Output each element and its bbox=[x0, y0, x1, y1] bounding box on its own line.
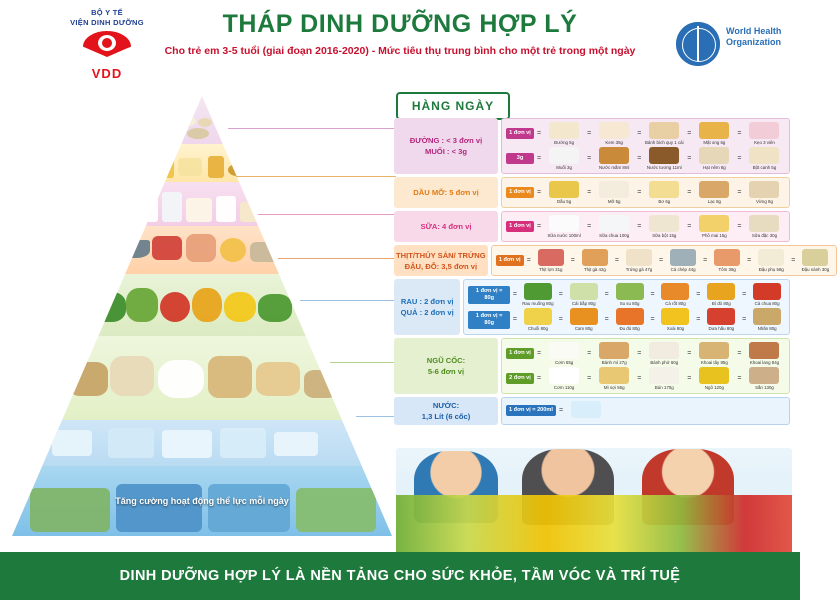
food-item bbox=[594, 181, 634, 204]
row-label-line2: 1,3 Lít (6 cốc) bbox=[421, 412, 471, 421]
food-caption: Dưa hấu 80g bbox=[708, 326, 735, 331]
food-item bbox=[612, 308, 648, 331]
row-grain bbox=[394, 338, 790, 394]
food-caption: Nước mắm 8ml bbox=[598, 165, 630, 170]
sugar-spoon-icon bbox=[549, 122, 579, 139]
chayote-icon bbox=[616, 283, 644, 300]
food-group-rows bbox=[394, 118, 830, 428]
equals-sign: = bbox=[747, 257, 752, 264]
equals-sign: = bbox=[587, 223, 592, 230]
pyramid-band-grain bbox=[12, 336, 392, 420]
unit-badge-water: 1 đơn vị = 200ml bbox=[506, 405, 556, 416]
pyramid-band-vegetable-fruit bbox=[12, 274, 392, 336]
food-item bbox=[644, 181, 684, 204]
leader-line-sugar bbox=[228, 128, 396, 129]
chicken-icon bbox=[582, 249, 608, 266]
equals-sign: = bbox=[742, 291, 747, 298]
equals-sign: = bbox=[737, 155, 742, 162]
subrow-grain-1 bbox=[506, 342, 785, 365]
food-item bbox=[594, 122, 634, 145]
row-water bbox=[394, 397, 790, 425]
equals-sign: = bbox=[512, 291, 518, 298]
food-item bbox=[658, 283, 694, 306]
food-item bbox=[644, 147, 684, 170]
food-caption: Cam 80g bbox=[574, 326, 593, 331]
ice-cream-icon bbox=[599, 122, 629, 139]
food-item bbox=[534, 249, 568, 272]
food-item bbox=[744, 181, 784, 204]
food-item bbox=[694, 367, 734, 390]
food-caption: Đu đủ 80g bbox=[619, 326, 640, 331]
food-caption: Bơ 6g bbox=[658, 199, 671, 204]
row-label-protein bbox=[394, 245, 488, 276]
oil-bottle-icon bbox=[549, 181, 579, 198]
ministry-logo bbox=[52, 8, 162, 81]
food-item bbox=[544, 215, 584, 238]
leader-line-veg bbox=[300, 300, 396, 301]
food-item bbox=[594, 367, 634, 390]
food-caption: Ngô 120g bbox=[704, 385, 724, 390]
row-body-oil-fat bbox=[501, 177, 790, 208]
equals-sign: = bbox=[587, 350, 592, 357]
equals-sign: = bbox=[737, 350, 742, 357]
broth-powder-icon bbox=[749, 147, 779, 164]
food-item bbox=[544, 342, 584, 365]
food-item bbox=[694, 122, 734, 145]
food-item bbox=[520, 283, 556, 306]
children-photo-strip bbox=[396, 448, 792, 553]
equals-sign: = bbox=[512, 316, 518, 323]
food-caption: Cải bắp 80g bbox=[571, 301, 596, 306]
food-caption: Thịt gà 42g bbox=[583, 267, 606, 272]
row-label-vegetable-fruit bbox=[394, 279, 460, 335]
food-item bbox=[544, 367, 584, 390]
cabbage-icon bbox=[570, 283, 598, 300]
food-item bbox=[544, 122, 584, 145]
vermicelli-icon bbox=[649, 367, 679, 384]
who-label bbox=[726, 26, 781, 48]
food-caption: Mì sợi 55g bbox=[603, 385, 625, 390]
unit-badge-milk: 1 đơn vị bbox=[506, 221, 534, 232]
food-caption: Đường 5g bbox=[554, 140, 575, 145]
subrow-grain-2 bbox=[506, 367, 785, 390]
food-caption: Bí đỏ 80g bbox=[711, 301, 731, 306]
equals-sign: = bbox=[558, 406, 564, 414]
food-item bbox=[544, 181, 584, 204]
biscuit-icon bbox=[649, 122, 679, 139]
equals-sign: = bbox=[637, 223, 642, 230]
food-item bbox=[544, 147, 584, 170]
equals-sign: = bbox=[737, 189, 742, 196]
leader-line-milk bbox=[258, 214, 396, 215]
fruit-vegetable-band bbox=[396, 495, 792, 553]
subrow-milk bbox=[506, 215, 785, 238]
noodle-icon bbox=[599, 367, 629, 384]
food-caption: Khoai lang 84g bbox=[749, 360, 780, 365]
food-caption: Bánh bích quy 1 cái bbox=[644, 140, 684, 145]
food-caption: Bánh mì 27g bbox=[601, 360, 627, 365]
yogurt-icon bbox=[599, 215, 629, 232]
food-item bbox=[744, 367, 784, 390]
who-line-1: World Health bbox=[726, 26, 782, 36]
food-item bbox=[566, 283, 602, 306]
unit-badge-fat: 1 đơn vị bbox=[506, 187, 534, 198]
leader-line-grain bbox=[330, 362, 396, 363]
food-item bbox=[744, 215, 784, 238]
papaya-icon bbox=[616, 308, 644, 325]
pumpkin-icon bbox=[707, 283, 735, 300]
vdd-emblem-icon bbox=[83, 31, 131, 65]
food-item bbox=[694, 342, 734, 365]
row-label-grain bbox=[394, 338, 498, 394]
banana-icon bbox=[524, 308, 552, 325]
water-glass-icon bbox=[571, 401, 601, 418]
butter-icon bbox=[649, 181, 679, 198]
food-item bbox=[594, 342, 634, 365]
food-caption: Muối 3g bbox=[556, 165, 572, 170]
equals-sign: = bbox=[637, 130, 642, 137]
food-caption: Nước tương 11ml bbox=[646, 165, 682, 170]
equals-sign: = bbox=[537, 130, 542, 137]
row-sugar-salt bbox=[394, 118, 790, 174]
row-label-line2: ĐẬU, ĐỖ: 3,5 đơn vị bbox=[404, 261, 478, 271]
row-body-grain bbox=[501, 338, 790, 394]
food-caption: Cơm 110g bbox=[553, 385, 575, 390]
pyramid-caption: Tăng cường hoạt động thể lực mỗi ngày bbox=[115, 496, 289, 506]
equals-sign: = bbox=[650, 291, 655, 298]
equals-sign: = bbox=[558, 291, 563, 298]
food-item bbox=[694, 215, 734, 238]
soybean-icon bbox=[802, 249, 828, 266]
food-item bbox=[594, 215, 634, 238]
row-oil-fat bbox=[394, 177, 790, 208]
ministry-line-1: BỘ Y TẾ bbox=[91, 8, 123, 17]
food-caption: Sữa chua 100g bbox=[599, 233, 630, 238]
food-caption: Sữa đặc 30g bbox=[751, 233, 778, 238]
food-item bbox=[694, 181, 734, 204]
row-label-line1: NGŨ CỐC: bbox=[426, 356, 466, 365]
equals-sign: = bbox=[587, 130, 592, 137]
food-item bbox=[644, 122, 684, 145]
row-label-oil-fat bbox=[394, 177, 498, 208]
pho-noodle-icon bbox=[649, 342, 679, 359]
food-caption: Sữa nước 100ml bbox=[547, 233, 581, 238]
equals-sign: = bbox=[637, 155, 642, 162]
food-caption: Kem 35g bbox=[605, 140, 623, 145]
unit-badge-fruit: 1 đơn vị = 80g bbox=[468, 311, 509, 329]
pyramid-band-protein bbox=[12, 226, 392, 274]
food-item bbox=[749, 283, 785, 306]
unit-badge-sugar: 1 đơn vị bbox=[506, 128, 534, 139]
equals-sign: = bbox=[526, 257, 531, 264]
lard-icon bbox=[599, 181, 629, 198]
condensed-milk-icon bbox=[749, 215, 779, 232]
food-item bbox=[744, 122, 784, 145]
row-label-line2: 5-6 đơn vị bbox=[427, 367, 465, 376]
page-title: THÁP DINH DƯỠNG HỢP LÝ bbox=[222, 10, 578, 38]
equals-sign: = bbox=[737, 223, 742, 230]
unit-badge-grain-2: 2 đơn vị bbox=[506, 373, 534, 384]
food-caption: Bánh phở 60g bbox=[650, 360, 679, 365]
food-item bbox=[749, 308, 785, 331]
subrow-fat bbox=[506, 181, 785, 204]
sweet-potato-icon bbox=[749, 342, 779, 359]
watermelon-icon bbox=[707, 308, 735, 325]
equals-sign: = bbox=[537, 189, 542, 196]
cheese-icon bbox=[699, 215, 729, 232]
food-caption: Tôm 38g bbox=[718, 267, 736, 272]
food-item bbox=[612, 283, 648, 306]
equals-sign: = bbox=[637, 350, 642, 357]
peanut-icon bbox=[699, 181, 729, 198]
food-caption: Thịt lợn 31g bbox=[539, 267, 563, 272]
water-spinach-icon bbox=[524, 283, 552, 300]
row-body-water bbox=[501, 397, 790, 425]
equals-sign: = bbox=[537, 350, 542, 357]
food-item bbox=[754, 249, 788, 272]
pyramid-band-sugar-salt bbox=[12, 96, 392, 144]
salt-icon bbox=[549, 147, 579, 164]
equals-sign: = bbox=[587, 155, 592, 162]
milk-powder-icon bbox=[649, 215, 679, 232]
unit-badge-vegetable: 1 đơn vị = 80g bbox=[468, 286, 509, 304]
equals-sign: = bbox=[687, 223, 692, 230]
food-caption: Rau muống 80g bbox=[522, 301, 554, 306]
row-body-vegetable-fruit bbox=[463, 279, 790, 335]
honey-icon bbox=[699, 122, 729, 139]
food-item bbox=[644, 367, 684, 390]
row-label-milk bbox=[394, 211, 498, 242]
food-caption: Hạt nêm 8g bbox=[703, 165, 726, 170]
unit-badge-salt: 3g bbox=[506, 153, 534, 164]
equals-sign: = bbox=[587, 375, 592, 382]
row-body-sugar-salt bbox=[501, 118, 790, 174]
food-item bbox=[644, 215, 684, 238]
equals-sign: = bbox=[587, 189, 592, 196]
equals-sign: = bbox=[737, 130, 742, 137]
equals-sign: = bbox=[637, 375, 642, 382]
fish-sauce-icon bbox=[599, 147, 629, 164]
potato-icon bbox=[699, 342, 729, 359]
page-subtitle: Cho trẻ em 3-5 tuổi (giai đoạn 2016-2020) - Mức tiêu thụ trung bình cho một trẻ trong một ngày bbox=[164, 45, 636, 57]
equals-sign: = bbox=[558, 316, 563, 323]
equals-sign: = bbox=[791, 257, 796, 264]
equals-sign: = bbox=[637, 189, 642, 196]
food-item bbox=[520, 308, 556, 331]
food-caption: Xoài 80g bbox=[666, 326, 685, 331]
cassava-icon bbox=[749, 367, 779, 384]
equals-sign: = bbox=[537, 155, 542, 162]
food-caption: Cà rốt 80g bbox=[665, 301, 686, 306]
subrow-sugar bbox=[506, 122, 785, 145]
food-caption: Phô mai 15g bbox=[702, 233, 727, 238]
row-label-line1: RAU : 2 đơn vị bbox=[400, 297, 454, 306]
food-item bbox=[578, 249, 612, 272]
equals-sign: = bbox=[696, 316, 701, 323]
equals-sign: = bbox=[696, 291, 701, 298]
row-label-line1: SỮA: 4 đơn vị bbox=[420, 222, 472, 231]
pork-icon bbox=[538, 249, 564, 266]
food-caption: Bún 170g bbox=[654, 385, 674, 390]
food-item bbox=[644, 342, 684, 365]
equals-sign: = bbox=[658, 257, 664, 264]
food-item bbox=[798, 249, 832, 272]
tomato-icon bbox=[753, 283, 781, 300]
longan-icon bbox=[753, 308, 781, 325]
row-milk bbox=[394, 211, 790, 242]
food-item bbox=[622, 249, 656, 272]
equals-sign: = bbox=[687, 189, 692, 196]
food-item bbox=[710, 249, 744, 272]
milk-glass-icon bbox=[549, 215, 579, 232]
soy-sauce-icon bbox=[649, 147, 679, 164]
mango-icon bbox=[661, 308, 689, 325]
unit-badge-protein: 1 đơn vị bbox=[496, 255, 524, 266]
equals-sign: = bbox=[703, 257, 708, 264]
equals-sign: = bbox=[742, 316, 747, 323]
equals-sign: = bbox=[614, 257, 619, 264]
row-label-line1: ĐƯỜNG : < 3 đơn vị bbox=[409, 136, 483, 145]
food-caption: Nhãn 80g bbox=[757, 326, 777, 331]
food-caption: Dầu 5g bbox=[557, 199, 572, 204]
sesame-icon bbox=[749, 181, 779, 198]
equals-sign: = bbox=[687, 375, 692, 382]
equals-sign: = bbox=[737, 375, 742, 382]
candy-icon bbox=[749, 122, 779, 139]
food-caption: Khoai tây 85g bbox=[700, 360, 728, 365]
bread-icon bbox=[599, 342, 629, 359]
food-caption: Mỡ 5g bbox=[607, 199, 621, 204]
row-protein bbox=[394, 245, 830, 276]
row-body-protein bbox=[491, 245, 837, 276]
ministry-line-2: VIỆN DINH DƯỠNG bbox=[70, 18, 144, 27]
food-caption: Mật ong 6g bbox=[703, 140, 726, 145]
row-label-line2: MUỐI : < 3g bbox=[425, 147, 467, 156]
food-item bbox=[658, 308, 694, 331]
food-caption: Trứng gà 47g bbox=[625, 267, 653, 272]
subrow-water bbox=[506, 401, 785, 419]
rice-bowl-icon bbox=[549, 342, 579, 359]
equals-sign: = bbox=[650, 316, 655, 323]
food-pyramid bbox=[12, 96, 392, 536]
food-item bbox=[666, 249, 700, 272]
equals-sign: = bbox=[604, 291, 609, 298]
subrow-vegetable bbox=[468, 283, 785, 306]
subrow-salt bbox=[506, 147, 785, 170]
food-item bbox=[566, 401, 606, 419]
row-label-line1: DẦU MỠ: 5 đơn vị bbox=[413, 188, 479, 197]
unit-badge-grain-1: 1 đơn vị bbox=[506, 348, 534, 359]
equals-sign: = bbox=[604, 316, 609, 323]
subrow-fruit bbox=[468, 308, 785, 331]
food-item bbox=[744, 147, 784, 170]
pyramid-shape bbox=[12, 96, 392, 536]
daily-badge bbox=[396, 92, 510, 120]
footer-banner bbox=[0, 552, 800, 600]
pyramid-band-milk bbox=[12, 182, 392, 226]
food-item bbox=[703, 308, 739, 331]
tofu-icon bbox=[758, 249, 784, 266]
carrot-icon bbox=[661, 283, 689, 300]
equals-sign: = bbox=[570, 257, 575, 264]
equals-sign: = bbox=[687, 155, 692, 162]
vdd-logo-text: VDD bbox=[91, 66, 123, 81]
leader-line-protein bbox=[278, 258, 396, 259]
food-caption: Sữa bột 15g bbox=[652, 233, 677, 238]
food-caption: Vừng 8g bbox=[756, 199, 773, 204]
footer-slogan: DINH DƯỠNG HỢP LÝ LÀ NỀN TẢNG CHO SỨC KHỎE, TẦM VÓC VÀ TRÍ TUỆ bbox=[119, 568, 681, 584]
who-line-2: Organization bbox=[726, 37, 782, 47]
food-item bbox=[566, 308, 602, 331]
title-block bbox=[150, 10, 650, 57]
rice-bowl-icon bbox=[549, 367, 579, 384]
poster-header bbox=[0, 0, 800, 92]
equals-sign: = bbox=[537, 223, 542, 230]
food-caption: Cà chua 80g bbox=[754, 301, 780, 306]
row-label-line1: NƯỚC: bbox=[432, 401, 460, 410]
food-item bbox=[703, 283, 739, 306]
row-label-line1: THỊT/THỦY SẢN/ TRỨNG bbox=[396, 250, 486, 260]
food-caption: Bột canh 5g bbox=[752, 165, 777, 170]
food-caption: Chuối 80g bbox=[527, 326, 548, 331]
row-label-water bbox=[394, 397, 498, 425]
food-item bbox=[694, 147, 734, 170]
orange-icon bbox=[570, 308, 598, 325]
seasoning-icon bbox=[699, 147, 729, 164]
daily-badge-label: HÀNG NGÀY bbox=[411, 99, 495, 113]
equals-sign: = bbox=[537, 375, 542, 382]
fish-icon bbox=[670, 249, 696, 266]
who-globe-icon bbox=[676, 22, 720, 66]
food-caption: Sắn 130g bbox=[755, 385, 774, 390]
equals-sign: = bbox=[687, 130, 692, 137]
egg-icon bbox=[626, 249, 652, 266]
row-vegetable-fruit bbox=[394, 279, 790, 335]
food-item bbox=[744, 342, 784, 365]
row-body-milk bbox=[501, 211, 790, 242]
row-label-line2: QUẢ : 2 đơn vị bbox=[400, 308, 454, 317]
pyramid-band-water bbox=[12, 420, 392, 466]
equals-sign: = bbox=[687, 350, 692, 357]
food-caption: Cơm 55g bbox=[554, 360, 574, 365]
food-caption: Đậu phụ 58g bbox=[758, 267, 784, 272]
food-caption: Kẹo 3 viên bbox=[754, 140, 775, 145]
row-label-sugar-salt bbox=[394, 118, 498, 174]
food-caption: Đậu nành 30g bbox=[801, 267, 830, 272]
shrimp-icon bbox=[714, 249, 740, 266]
corn-icon bbox=[699, 367, 729, 384]
subrow-protein bbox=[496, 249, 833, 272]
food-caption: Lạc 8g bbox=[707, 199, 721, 204]
food-caption: Cá chép 44g bbox=[670, 267, 696, 272]
food-caption: Su su 80g bbox=[619, 301, 640, 306]
food-item bbox=[594, 147, 634, 170]
leader-line-fat bbox=[236, 176, 396, 177]
leader-line-water bbox=[356, 416, 396, 417]
